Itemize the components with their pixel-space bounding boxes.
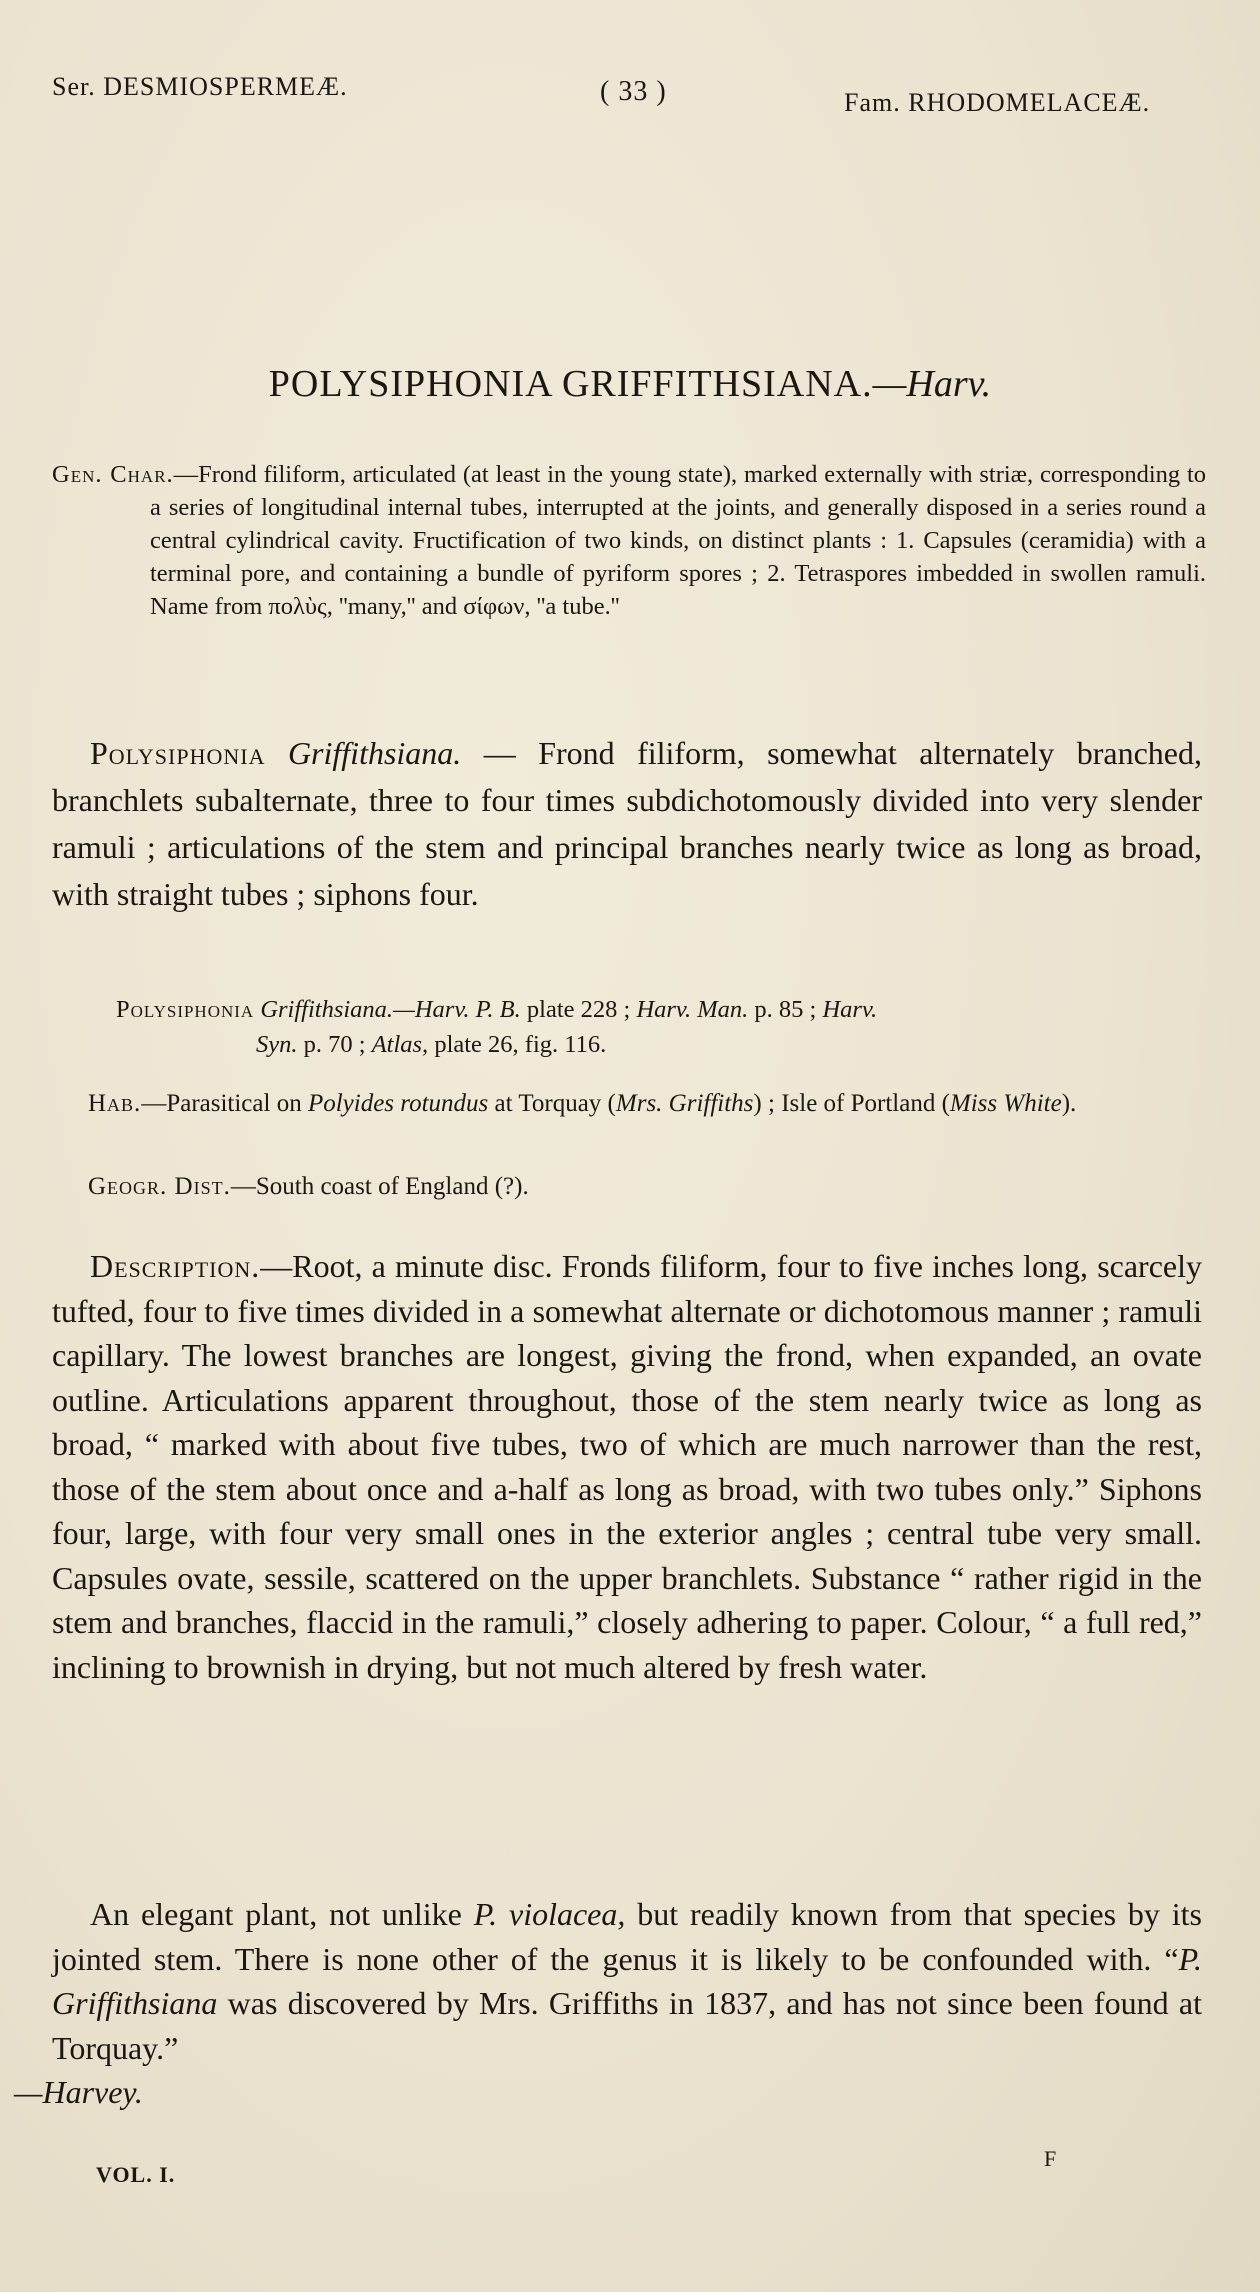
references-text-1: plate 228 ; <box>520 996 637 1023</box>
habitat-text-2: at Torquay ( <box>488 1090 616 1117</box>
page-number: ( 33 ) <box>600 76 667 107</box>
distribution-label: Geogr. Dist. <box>88 1173 231 1200</box>
remark-species-2: P. Griffithsiana <box>52 1940 1202 2021</box>
species-title-author: —Harv. <box>872 363 992 405</box>
remark-text-3: was discovered by Mrs. Griffiths in 1837, and has not since been found at Torquay.” <box>52 1985 1202 2066</box>
habitat-text-4: ). <box>1061 1090 1077 1117</box>
habitat-collector-1: Mrs. Griffiths <box>615 1090 754 1117</box>
habitat-text-1: —Parasitical on <box>141 1090 308 1117</box>
volume-signature: VOL. I. <box>96 2162 176 2187</box>
description-text: —Root, a minute disc. Fronds filiform, four to five inches long, scarcely tufted, four to five times divided in a somewhat alternate or dichotomous manner ; ramuli capillary. The lowest branches are longest, giving the frond, when expanded, an ovate outline. Articulations apparent throughout, those of the stem nearly twice as long as broad, “ marked with about five tubes, two of which are much narrower than the rest, those of the stem about once and a-half as long as broad, with two tubes only.” Siphons four, large, with four very small ones in the exterior angles ; central tube very small. Capsules ovate, sessile, scattered on the upper branchlets. Substance “ rather rigid in the stem and branches, flaccid in the ramuli,” closely adhering to paper. Colour, “ a full red,” inclining to brownish in drying, but not much altered by fresh water. <box>52 1248 1202 1685</box>
diagnosis-species: Griffithsiana. <box>287 735 462 771</box>
remark <box>14 1892 1203 2115</box>
habitat-host: Polyides rotundus <box>307 1090 489 1117</box>
habitat-label: Hab. <box>88 1090 142 1117</box>
references-genus: Polysiphonia <box>116 996 255 1023</box>
geographic-distribution <box>88 1169 1206 1204</box>
running-header-left: Ser. DESMIOSPERMEÆ. <box>52 72 348 101</box>
references-ref-2: Harv. Man. <box>636 996 749 1023</box>
remark-attribution: —Harvey. <box>14 2074 143 2110</box>
distribution-text: —South coast of England (?). <box>230 1173 529 1200</box>
habitat <box>88 1086 1206 1121</box>
remark-text-1: An elegant plant, not unlike <box>90 1896 474 1932</box>
references-ref-4: Atlas, <box>371 1031 429 1058</box>
references-ref-3b: Syn. <box>256 1031 298 1058</box>
references-text-2: p. 85 ; <box>748 996 823 1023</box>
generic-character-label: Gen. Char. <box>52 461 174 488</box>
generic-character <box>52 458 1206 623</box>
species-diagnosis <box>52 730 1202 918</box>
diagnosis-genus: Polysiphonia <box>90 735 266 771</box>
references-text-4: plate 26, fig. 116. <box>428 1031 607 1058</box>
references-text-3: p. 70 ; <box>297 1031 372 1058</box>
description-label: Description. <box>90 1248 261 1284</box>
running-header-right: Fam. RHODOMELACEÆ. <box>844 88 1151 117</box>
references-species: Griffithsiana.—Harv. P. B. <box>260 996 521 1023</box>
gathering-signature: F <box>1044 2146 1057 2171</box>
species-title-name: POLYSIPHONIA GRIFFITHSIANA. <box>268 363 873 405</box>
references-ref-3: Harv. <box>822 996 878 1023</box>
habitat-collector-2: Miss White <box>949 1090 1062 1117</box>
diagnosis-text: — Frond filiform, somewhat alternately branched, branchlets subalternate, three to four times subdichotomously divided into very slender ramuli ; articulations of the stem and principal branches nearly twice as long as broad, with straight tubes ; siphons four. <box>52 735 1203 912</box>
generic-character-text: —Frond filiform, articulated (at least in the young state), marked externally with striæ, corresponding to a series of longitudinal internal tubes, interrupted at the joints, and generally disposed in a series round a central cylindrical cavity. Fructification of two kinds, on distinct plants : 1. Capsules (ceramidia) with a terminal pore, and containing a bundle of pyriform spores ; 2. Tetraspores imbedded in swollen ramuli. Name from πολὺς, ''many,'' and σίφων, ''a tube.'' <box>150 461 1206 620</box>
references <box>116 992 1206 1062</box>
description <box>52 1244 1202 1689</box>
remark-text-2: but readily known from that species by its jointed stem. There is none other of the genus it is likely to be confounded with. “ <box>52 1896 1203 1977</box>
habitat-text-3: ) ; Isle of Portland ( <box>753 1090 950 1117</box>
remark-species-1: P. violacea, <box>473 1896 626 1932</box>
species-title <box>0 362 1260 406</box>
